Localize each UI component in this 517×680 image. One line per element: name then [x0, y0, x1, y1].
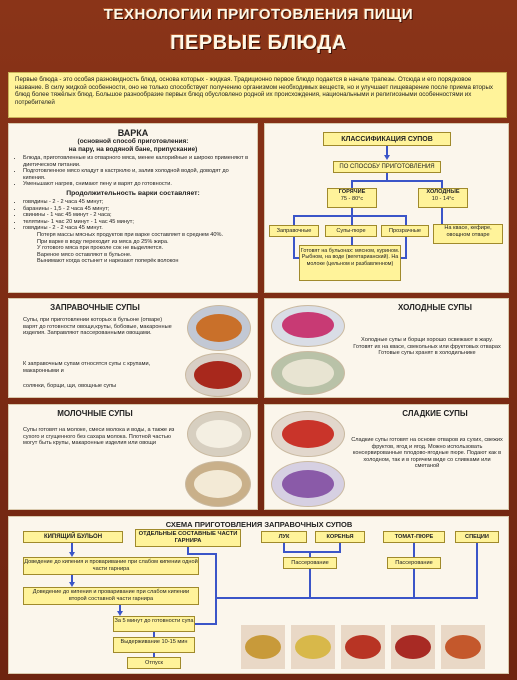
intro-text: Первые блюда - это особая разновидность блюд, основа которых - жидкая. Традиционно первое блюдо подается в начале трапезы. Отсюда и его порядковое название. В силу жидкой особенности, оно не только способствует получению организмом необходимых веществ, но и улучшает пищеварение после приема вторых блюд более тяжёлых блюд. Большое разнообразие первых блюд обусловлено родной их происхождения, национальными и религиозными особенностями их потребителей — [8, 72, 507, 118]
onion-box: ЛУК — [261, 531, 307, 543]
dressing-soups-panel — [8, 298, 258, 398]
boiling-bullets — [15, 155, 251, 188]
soup-photo — [271, 461, 345, 507]
step-1-box: Доведение до кипения и проваривание при слабом кипении одной части гарнира — [23, 557, 199, 575]
boiling-subtitle: (основной способ приготовления: — [77, 138, 189, 145]
hot-temp: 75 - 80°с — [340, 195, 364, 202]
dish-photo — [241, 625, 285, 669]
boiling-notes — [15, 232, 251, 265]
boiling-note: Вареное мясо оставляют в бульоне. — [37, 251, 132, 258]
poster-title-line1: ТЕХНОЛОГИИ ПРИГОТОВЛЕНИЯ ПИЩИ — [103, 6, 414, 23]
boiling-panel — [8, 123, 258, 293]
saute-box-2: Пассерование — [387, 557, 441, 569]
boiling-bullet: • Уменьшают нагрев, снимают пену и варят до готовности. — [23, 181, 251, 188]
sweet-soups-title: СЛАДКИЕ СУПЫ — [402, 409, 468, 418]
dish-photo — [441, 625, 485, 669]
step-4-box: Выдерживание 10-15 мин — [113, 637, 195, 653]
boiling-broth-box: КИПЯЩИЙ БУЛЬОН — [23, 531, 123, 543]
cold-base-box: На квасе, кефире, овощном отваре — [433, 224, 503, 244]
boiling-note: Вынимают когда остынет и нарезают поперёк волокон — [37, 258, 179, 265]
boiling-note: У готового мяса при проколе сок не выделяется. — [37, 245, 164, 252]
cold-soups-title: ХОЛОДНЫЕ СУПЫ — [398, 303, 472, 312]
classification-panel — [264, 123, 509, 293]
cold-label: ХОЛОДНЫЕ — [426, 189, 460, 195]
cold-soups-box — [418, 188, 468, 208]
cold-soups-text: Холодные супы и борщи хорошо освежают в жару. Готовят их на квасе, свекольных или фруктовых отварах Готовые супы хранят в холодильнике — [353, 337, 501, 357]
step-5-box: Отпуск — [127, 657, 181, 669]
scheme-panel — [8, 516, 509, 674]
boiling-title: ВАРКА — [117, 128, 149, 138]
sweet-soups-text: Сладкие супы готовят на основе отваров из сухих, свежих фруктов, ягод и ягод. Можно использовать консервированные плодово-ягодные пюре. Подают как в холодном, так и в горячем виде со сливками или сметаной — [351, 437, 503, 470]
step-2-box: Доведение до кипения и проваривание при слабом кипении второй составной части гарнира — [23, 587, 199, 605]
soup-photo — [271, 305, 345, 347]
dish-photo — [391, 625, 435, 669]
components-box: ОТДЕЛЬНЫЕ СОСТАВНЫЕ ЧАСТИ ГАРНИРА — [135, 529, 241, 547]
puree-soups-box: Супы-пюре — [325, 225, 377, 237]
soup-photo — [187, 305, 251, 351]
cold-soups-panel — [264, 298, 509, 398]
scheme-title: СХЕМА ПРИГОТОВЛЕНИЯ ЗАПРАВОЧНЫХ СУПОВ — [165, 520, 353, 529]
dressing-soups-box: Заправочные — [269, 225, 319, 237]
duration-list — [15, 199, 251, 232]
dish-photo — [291, 625, 335, 669]
boiling-note: При варке в воду переходит из мяса до 25% жира. — [37, 238, 169, 245]
boiling-note: Потеря массы мясных продуктов при варке составляет в среднем 40%. — [37, 231, 224, 238]
hot-base-box: Готовят на бульонах: мясном, курином. Рыбном, на воде (вегетарианский). На молоке (цельном и разбавленном) — [299, 245, 401, 281]
milk-soups-panel — [8, 404, 258, 510]
hot-soups-box — [327, 188, 377, 208]
dressing-soups-text-2: К заправочным супам относятся супы с крупами, макаронными и — [23, 361, 151, 374]
soup-photo — [185, 353, 251, 397]
dressing-soups-text-3: солянки, борщи, щи, овощные супы — [23, 383, 117, 389]
tomato-box: ТОМАТ-ПЮРЕ — [383, 531, 445, 543]
cold-temp: 10 - 14°с — [431, 195, 455, 202]
boiling-bullet: • Подготовленное мясо кладут в кастрюлю и, залив холодной водой, доводят до кипения. — [23, 168, 251, 181]
boiling-bullet: • Блюда, приготовленные из отварного мяса, менее калорийные и широко применяют в диетическом питании. — [23, 155, 251, 168]
duration-item: • телятины- 1 час 20 минут - 1 час 45 минут; — [23, 219, 251, 226]
dressing-soups-text: Супы, при приготовлении которых в бульоне (отваре) варят до готовности овощи,крупы, бобовые, макаронные изделия. Заправляют пассерованными овощами. — [23, 317, 172, 337]
poster-title-line2: ПЕРВЫЕ БЛЮДА — [170, 32, 347, 54]
milk-soups-title: МОЛОЧНЫЕ СУПЫ — [57, 409, 133, 418]
spices-box: СПЕЦИИ — [455, 531, 499, 543]
boiling-subtitle-2: на пару, на водяной бане, припускание) — [68, 145, 198, 153]
hot-label: ГОРЯЧИЕ — [338, 189, 366, 195]
duration-item: • говядины - 2 - 2 часа 45 минут; — [23, 199, 251, 206]
sweet-soups-panel — [264, 404, 509, 510]
by-method-box: ПО СПОСОБУ ПРИГОТОВЛЕНИЯ — [333, 161, 441, 173]
classification-title: КЛАССИФИКАЦИЯ СУПОВ — [323, 132, 451, 146]
step-3-box: За 5 минут до готовности супа — [113, 616, 195, 632]
dressing-soups-title: ЗАПРАВОЧНЫЕ СУПЫ — [50, 303, 140, 312]
soup-photo — [185, 461, 251, 507]
duration-item: • свинины - 1 час 45 минут - 2 часа; — [23, 212, 251, 219]
duration-item: • говядины - 2 - 2 часа 45 минут. — [23, 225, 251, 232]
soup-photo — [271, 411, 345, 457]
dish-photo — [341, 625, 385, 669]
duration-title: Продолжительность варки составляет: — [66, 189, 200, 197]
saute-box: Пассерование — [283, 557, 337, 569]
roots-box: КОРЕНЬЯ — [315, 531, 365, 543]
clear-soups-box: Прозрачные — [381, 225, 429, 237]
soup-photo — [187, 411, 251, 457]
duration-item: • баранины - 1,5 - 2 часа 45 минут; — [23, 206, 251, 213]
milk-soups-text: Супы готовят на молоке, смеси молока и воды, а также из сухого и сгущенного без сахара молока. Плотной частью могут быть крупы, макаронные изделия или овощи — [23, 427, 175, 447]
soup-photo — [271, 351, 345, 395]
